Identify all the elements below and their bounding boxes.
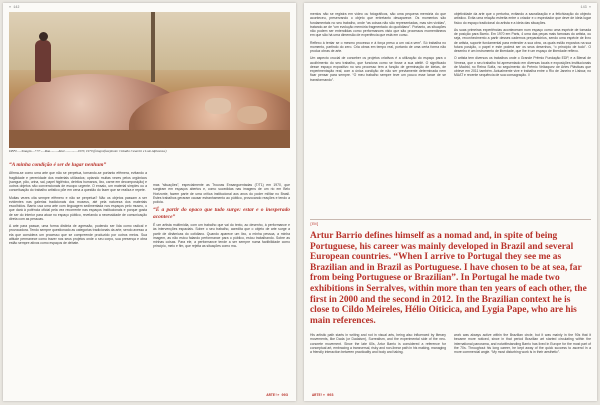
right-column-1 [310,12,446,217]
left-column-1 [9,161,147,393]
body-paragraph: objetividade da arte que o perturba, evitando a sacralização e a fetichização do objecto artístico. Evita uma relação estreita entre o criador e o espectador que deve de ideia lugar físico do espaço tradicional do artista e a ideia das situações. [454,12,591,25]
artwork-photo [9,12,290,148]
section-heading: “A minha condição é ser de lugar nenhum” [9,162,107,168]
right-page [304,3,597,401]
language-tag: [EN] [310,223,319,227]
body-paragraph: A arte para passar, uma forma distinta de agressão, podendo ser lida como radical e provocadora. Tendo sempre questionado as categorias tradicionais da arte, sendo avesso a ela que considera um processo que se compreende produzido por outros meios. Sua atitude permanece como trazer nos seus projetos onde o seu corpo, sua presença e obra estão sempre ativos como espaços de debate. [9,224,147,246]
english-column-2 [454,333,591,393]
english-column-1 [310,333,446,393]
body-paragraph: Afirma-se como uma arte que não se perpetua, tornando-se portanto efêmera, evitando a fragilidade e perenidade dos materiais utilizados; optando muitas vezes pelos orgânicos (sangue, pão, urina, sal, papel higiênico, detritos humanos, lixo, carne em decomposição) e outros objetos não convencionais de escopo urgente. O ensaio, um material simples ou a conceituação do trabalho artístico põe em cena a questão do fazer que se realiza e repete. [9,171,147,193]
left-column-2 [153,183,290,393]
body-paragraph: Um aspecto crucial de conceber os projetos criativos é a utilização do espaço para o acolhimento do seu trabalho, que funciona como se fosse a sua ateliê. O significado desse espaço expositivo no seu processo tem a função de germinação de ideias, de experimentação real, com a única condição de não ser previamente determinada nem ficar pensar para sempre. “O meu trabalho sempre teve um pouco esse lance de se transformando”. [310,56,446,82]
right-column-2 [454,12,591,217]
page-number: 143 « [580,6,591,10]
body-paragraph: mentos não se registra em vídeo ou fotográficos, são uma pequena memória do que aconteceu, preservando o objeto que entretanto desaparece. Os momentos são fundamentais no seu trabalho, onde “as coisas não são representadas, mas sim vividas”, tratando-se de “um evolução memória fragmentado do quotidiano”. Portanto, as situações não podem ser entendidas como performances visto que são processos momentâneos em que são há uma dimensão de experiência que está em curso. [310,12,446,38]
page-footer: ARTE!» 003 [266,394,288,398]
page-footer: ARTE!» 003 [312,394,334,398]
body-paragraph: É um artista multimídia, com um trabalho que vai do texto, ao desenho, à performance e às intervenções espaciais. Sobre o seu trabalho, acredita que o objeto de arte surge a partir de dinâmicas do cotidiano. Quando aparece um lixo, a minha pessoa, a minha imagem, as não estou falando performance para o público, estou trabalhando. Sobre as minhas coisas. Para ele, a performance tende a ser sempre numa factibilidade como princípio, meio e fim, que rejeita as situações como ma- [153,223,290,249]
body-paragraph: Reflexo à tentar se o mesmo processo e à força preso a um vai-e-vem”. Só trabalha no momento, partindo do zero. Cria obras em tempo real, portanto de uma certa forma não produz obras de arte. [310,40,446,53]
body-paragraph: As suas primeiras experiências aconteceram num espaço como uma espécie de tomada de posição para Barrio. Em 1970 em Paris, 4 uma das peças mais famosas do artista, ou seja, reconhecimento a partir desses cadernos preparatórios, sendo uma espécie de livro de artista, suporte fundamental para entender a sua obra, os quais estão expostos na sua futura posição, o papel e este poderá ser os seus desenhos, “o princípio de tudo”. O desenho é um instrumento de liberdade, que lhe é um espaço de liberdade reflexo. [454,27,591,53]
pull-quote: Artur Barrio defines himself as a nomad and, in spite of being Portuguese, his career was mainly developed in Brazil and several European countries. “When I arrive to Portugal they see me as Brazilian and in Brazil as Portuguese. I have chosen to be at sea, far from being Portuguese or Brazilian”. In Portugal he made two exhibitions in Serralves, within more than ten years of each other, the first in 2000 and the second in 2012. In the Brazilian context he is close to Cildo Meireles, Hélio Oiticica, and Lygia Pape, who are his main references. [310,231,587,326]
body-paragraph: His artistic path starts in writing and not in visual arts, being also influenced by literary movements, like Dada (or Dadaism), Surrealism, and the experimental side of the neo-concrete movement. Since the late 60s, Artur Barrio is considered a reference for conceptual art, embracing a transversal, risky and non-linear path in his making, managing a friendly interaction between practicality and body and taking. [310,333,446,354]
body-paragraph: work was always active within the Brazilian circle, but it was mainly in the 90s that it became more noticed, since in that period Brazilian art started circulating within the international panorama, and notwithstanding Barrio has lived in Europe for the most part of the 70s. Throughout his long career, he kept away of the quick success to ascend in a more commercial angle. “My most disturbing work is in their aesthetic”. [454,333,591,354]
section-divider [310,219,591,220]
body-paragraph: mas “situações”, especialmente as Trouxas Ensanguentadas (T/T1) em 1970, que surgiram em espaços abertos e, como sucedidas nas imagens de um rio em Belo Horizonte, fazem parte de uma crítica institucional aos anos do poder militar no Brasil. Estes trabalhos geraram causar estranhamento ao público, provocando reações e tendo a polícia. [153,183,290,204]
section-heading: “É a partir do opaco que tudo surge: estar e o inesperado acontece” [153,207,290,220]
page-number: » 142 [9,6,20,10]
body-paragraph: O artista tem diversos os trabalhos onde o Grande Prêmio Fundação EDP, e a Bienal de Veneza, que o seu trabalho foi apresentado em diversas locais e exposições institucionais de Madrid, no Reina Sofía, no seguimento do Prémio Velázquez de Artes Plásticas que obteve em 2011 também. Actualmente vive e trabalha entre o Rio de Janeiro e Lisboa; no MAAT e recente sequência de sua consagração. // [454,56,591,78]
photo-caption: DEFI......Smagin....+3+.....Rua..........Abel................1970, 1970 (fotografias/photo: Cláudio Cesarini e Luiz Alphonsus) [9,149,167,153]
left-page [3,3,296,401]
body-paragraph: Muitas vezes cita sempre efêmero e não se perpetua? Não os objetos passam a ser evidentes nas galerias tradicionais dos museus, até pela natureza dos materiais escolhidos. Barrio usa uma arte com linguagem sedimentada nos espaços pelo museu, o que dará à potência oficial pela vez recorrente nas espaços institucionais e porque gosta de ser do interior para atuar no espaço público, revelando a necessidade de comunicação direta com as pessoas. [9,195,147,221]
